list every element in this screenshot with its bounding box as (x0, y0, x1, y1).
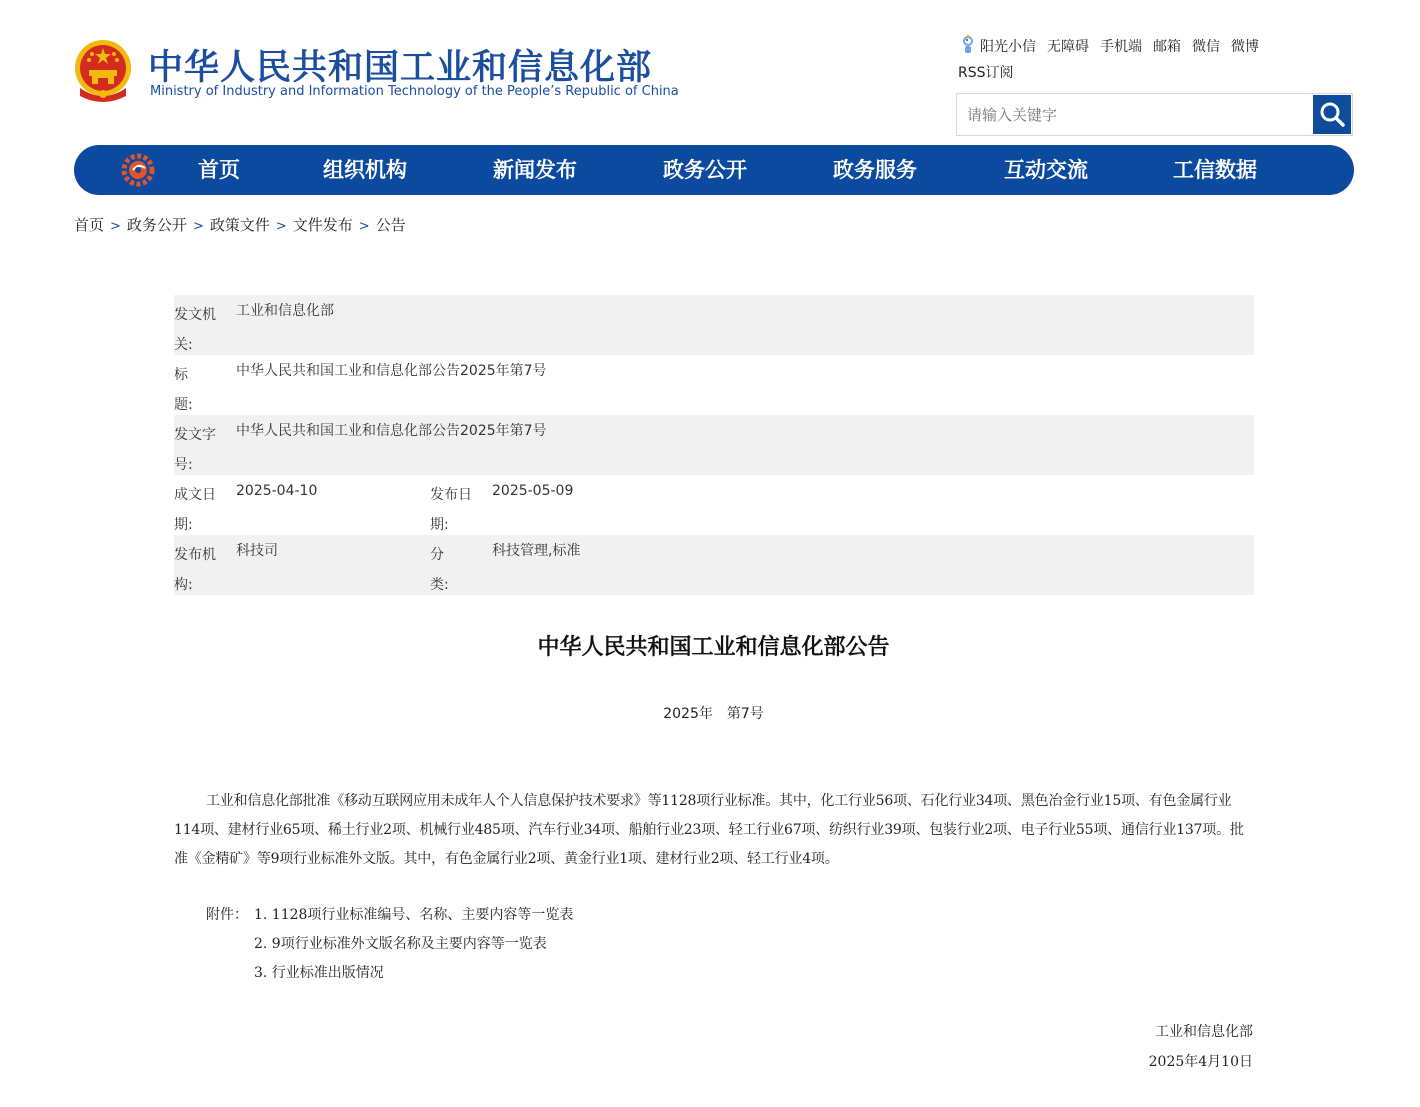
breadcrumb (74, 214, 406, 235)
info-row-publisher (174, 535, 1254, 595)
link-accessibility[interactable]: 无障碍 (1047, 39, 1089, 55)
title-label: 标 题: (174, 367, 216, 413)
breadcrumb-separator: > (110, 219, 121, 234)
national-emblem-icon (72, 38, 134, 104)
nav-interaction[interactable]: 互动交流 (1004, 158, 1088, 182)
breadcrumb-separator: > (275, 219, 287, 234)
link-mobile[interactable]: 手机端 (1100, 39, 1142, 55)
attachment-link-1[interactable]: 1. 1128项行业标准编号、名称、主要内容等一览表 (254, 907, 574, 923)
attachment-prefix: 附件： (206, 907, 248, 923)
nav-government-services[interactable]: 政务服务 (833, 158, 917, 182)
ministry-gear-icon (121, 153, 155, 187)
publisher-value: 科技司 (236, 543, 278, 559)
attachment-item (206, 901, 573, 930)
site-subtitle: Ministry of Industry and Information Technology of the People’s Republic of China (150, 84, 679, 99)
written-date-value: 2025-04-10 (236, 483, 318, 499)
nav-government-affairs[interactable]: 政务公开 (663, 158, 747, 182)
link-wechat[interactable]: 微信 (1192, 39, 1220, 55)
written-date-label: 成文日期: (174, 487, 216, 533)
main-nav (74, 145, 1354, 195)
publish-date-value: 2025-05-09 (492, 483, 574, 499)
info-row-doc-number (174, 415, 1254, 475)
link-rss[interactable]: RSS订阅 (958, 65, 1014, 81)
robot-mascot-icon (958, 34, 978, 56)
attachment-link-2[interactable]: 2. 9项行业标准外文版名称及主要内容等一览表 (254, 936, 547, 952)
document-info-table (174, 295, 1254, 595)
breadcrumb-separator: > (358, 219, 370, 234)
issuer-value: 工业和信息化部 (236, 303, 334, 319)
site-title: 中华人民共和国工业和信息化部 (148, 48, 653, 88)
search-button[interactable] (1313, 95, 1351, 134)
category-label: 分 类: (430, 547, 472, 593)
search-icon (1313, 95, 1351, 134)
site-logo[interactable] (72, 38, 679, 108)
link-sunshine[interactable]: 阳光小信 (980, 39, 1036, 55)
publish-date-label: 发布日期: (430, 487, 472, 533)
doc-number-value: 中华人民共和国工业和信息化部公告2025年第7号 (236, 423, 547, 439)
search-box (956, 93, 1353, 136)
signature: 工业和信息化部 (1155, 1024, 1253, 1040)
sign-date: 2025年4月10日 (1148, 1054, 1253, 1070)
link-mailbox[interactable]: 邮箱 (1153, 39, 1181, 55)
info-row-dates (174, 475, 1254, 535)
nav-home[interactable]: 首页 (198, 158, 240, 182)
title-value: 中华人民共和国工业和信息化部公告2025年第7号 (236, 363, 547, 379)
search-input[interactable] (957, 94, 1311, 135)
info-row-title (174, 355, 1254, 415)
top-links (958, 34, 1338, 86)
attachment-item (206, 959, 384, 988)
breadcrumb-separator: > (192, 219, 204, 234)
breadcrumb-home[interactable]: 首页 (74, 216, 105, 234)
nav-news[interactable]: 新闻发布 (493, 158, 577, 182)
document-body: 工业和信息化部批准《移动互联网应用未成年人个人信息保护技术要求》等1128项行业标准。其中，化工行业56项、石化行业34项、黑色冶金行业15项、有色金属行业114项、建材行业65项、稀土行业2项、机械行业485项、汽车行业34项、船舶行业23项、轻工行业67项、纺织行业39项、包装行业2项、电子行业55项、通信行业137项。批准《金精矿》等9项行业标准外文版。其中，有色金属行业2项、黄金行业1项、建材行业2项、轻工行业4项。 (174, 793, 1244, 867)
issuer-label: 发文机关: (174, 307, 216, 353)
doc-number-label: 发文字号: (174, 427, 216, 473)
attachment-link-3[interactable]: 3. 行业标准出版情况 (254, 965, 384, 981)
breadcrumb-government-affairs[interactable]: 政务公开 (126, 216, 187, 234)
document-title: 中华人民共和国工业和信息化部公告 (537, 635, 890, 660)
document-number: 2025年 第7号 (663, 706, 764, 722)
breadcrumb-announcement[interactable]: 公告 (375, 216, 406, 234)
nav-organization[interactable]: 组织机构 (323, 158, 407, 182)
category-value: 科技管理,标准 (492, 543, 581, 559)
link-weibo[interactable]: 微博 (1231, 39, 1259, 55)
publisher-label: 发布机构: (174, 547, 216, 593)
attachment-item (206, 930, 547, 959)
breadcrumb-policy-documents[interactable]: 政策文件 (209, 216, 270, 234)
nav-data[interactable]: 工信数据 (1173, 158, 1257, 182)
breadcrumb-file-release[interactable]: 文件发布 (292, 216, 353, 234)
info-row-issuer (174, 295, 1254, 355)
